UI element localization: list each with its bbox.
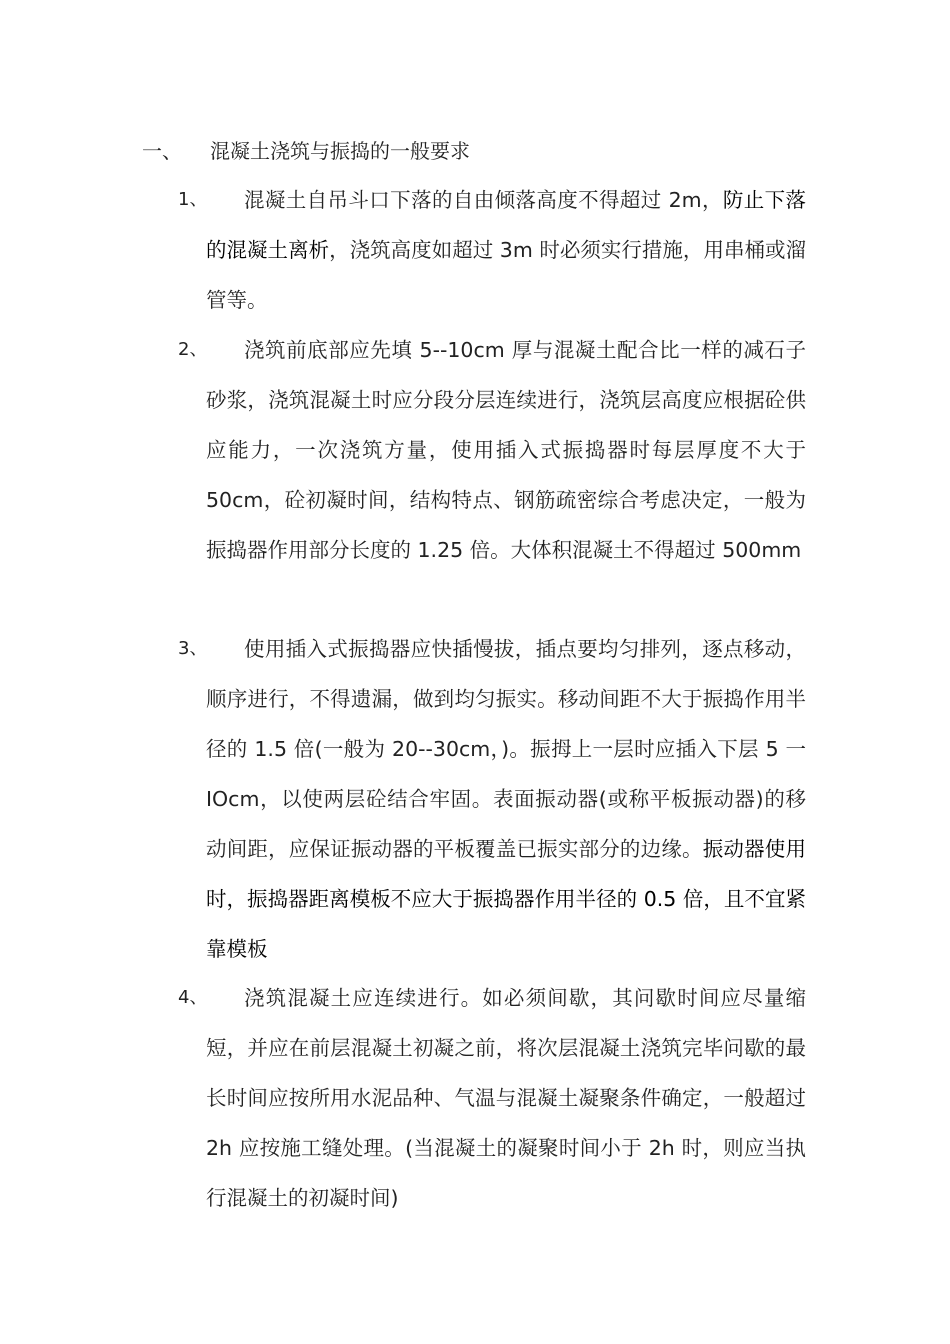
item-number: 4、	[178, 987, 208, 1008]
item-text: 浇筑前底部应先填 5--10cm 厚与混凝土配合比一样的减石子砂浆，浇筑混凝土时应分段分层连续进行，浇筑层高度应根据砼供应能力，一次浇筑方量，使用插入式振捣器时每层厚度不大于 50cm，砼初凝时间，结构特点、钢筋疏密综合考虑决定，一般为振捣器作用部分长度的 1.25 倍。大体积混凝土不得超过 500mm	[206, 338, 806, 562]
item-text	[206, 624, 806, 974]
list-item	[178, 325, 818, 575]
item-text	[206, 175, 806, 325]
item-text-part: 混凝土自吊斗口下落的自由倾落高度不得超过 2m，	[244, 188, 723, 212]
section-marker: 一、	[142, 139, 182, 163]
item-text-emphasis: 振动器使用时，振捣器距离模板不应大于振捣器作用半径的 0.5 倍，且不宜紧靠模板	[206, 837, 807, 961]
item-number: 3、	[178, 638, 208, 659]
list-item	[178, 973, 818, 1223]
item-text-emphasis: 防止下落的混凝土离析	[206, 188, 807, 262]
section-heading	[142, 136, 470, 166]
item-text: 浇筑混凝土应连续进行。如必须间歇，其问歇时间应尽量缩短，并应在前层混凝土初凝之前，将次层混凝土浇筑完毕问歇的最长时间应按所用水泥品种、气温与混凝土凝聚条件确定，一般超过 2h 应按施工缝处理。(当混凝土的凝聚时间小于 2h 时，则应当执行混凝土的初凝时间)	[206, 986, 806, 1210]
item-text-part: ，浇筑高度如超过 3m 时必须实行措施，用串桶或溜管等。	[206, 238, 807, 312]
section-title: 混凝土浇筑与振捣的一般要求	[210, 139, 470, 163]
list-item	[178, 175, 818, 325]
item-text-part: 使用插入式振捣器应快插慢拔，插点要均匀排列，逐点移动，顺序进行，不得遗漏，做到均匀振实。移动间距不大于振捣作用半径的 1.5 倍(一般为 20--30cm，)。振拇上一层时应插入下层 5 一 IOcm，以使两层砼结合牢固。表面振动器(或称平板振动器)的移动间距，应保证振动器的平板覆盖已振实部分的边缘。	[206, 637, 806, 861]
item-number: 1、	[178, 189, 208, 210]
list-item	[178, 624, 818, 974]
item-number: 2、	[178, 339, 208, 360]
